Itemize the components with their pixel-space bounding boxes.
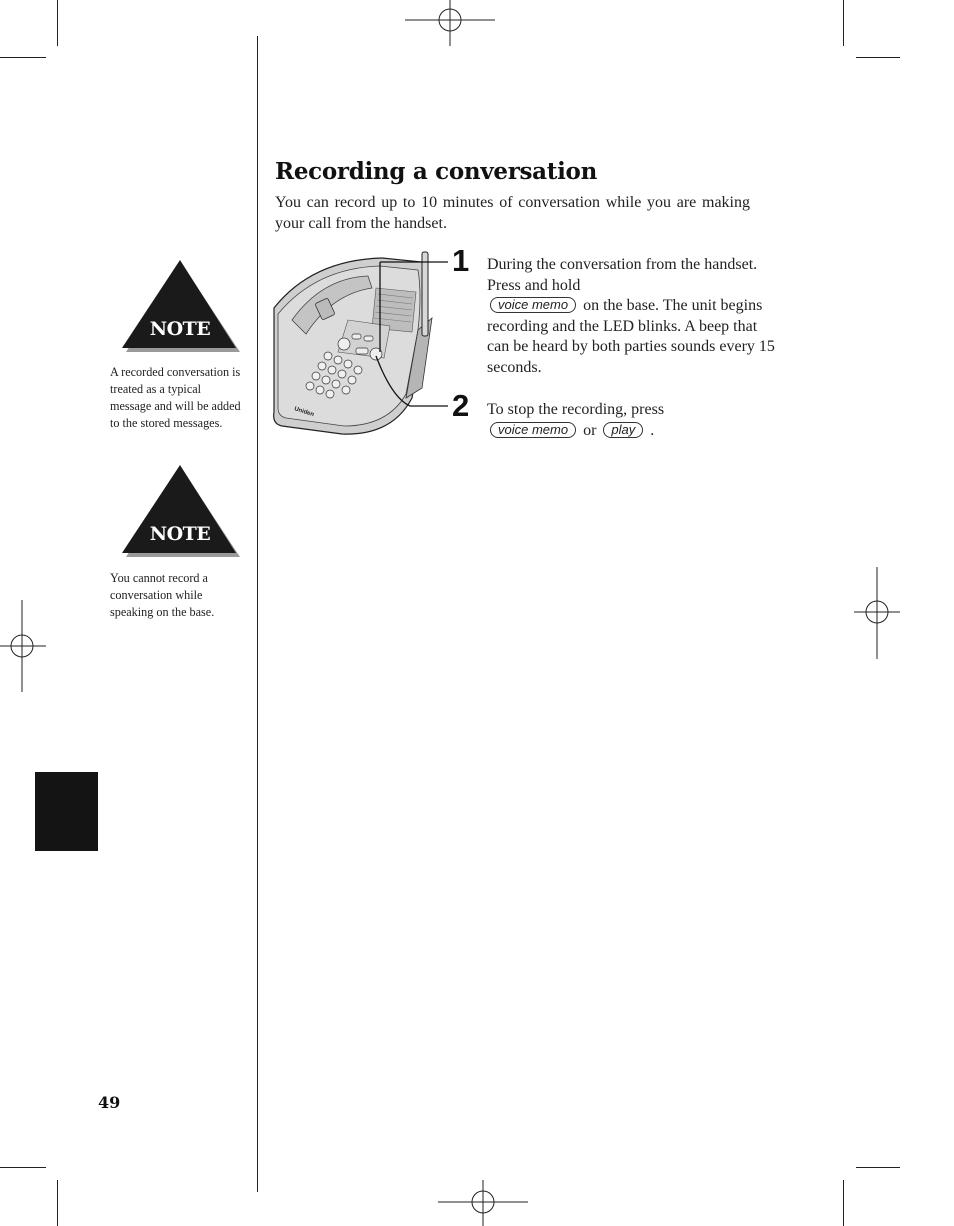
registration-mark-right (854, 567, 900, 659)
step-text: . (650, 421, 655, 439)
note-label: NOTE (149, 523, 211, 545)
crop-mark (843, 0, 844, 46)
column-divider (257, 36, 258, 1192)
note-label: NOTE (149, 318, 211, 340)
step-connector: or (583, 421, 597, 439)
section-title: Recording a conversation (275, 158, 598, 185)
registration-mark-left (0, 600, 46, 692)
crop-mark (57, 0, 58, 46)
crop-mark (0, 57, 46, 58)
voice-memo-key: voice memo (490, 297, 576, 313)
crop-mark (843, 1180, 844, 1226)
note-callout (118, 258, 242, 358)
step-instruction (487, 400, 780, 441)
step-text: on the base. The unit begins recording and the LED blinks. A beep that can be heard by both parties sounds every 15 seconds. (487, 297, 775, 376)
step-text: To stop the recording, press (487, 401, 665, 418)
crop-mark (856, 57, 900, 58)
crop-mark (856, 1167, 900, 1168)
play-key: play (603, 422, 643, 438)
page-number: 49 (98, 1093, 121, 1112)
voice-memo-key: voice memo (490, 422, 576, 438)
note-callout (118, 463, 242, 563)
step-number: 1 (452, 243, 470, 278)
crop-mark (57, 1180, 58, 1226)
note-text: You cannot record a conversation while speaking on the base. (110, 571, 215, 619)
step-text: During the conversation from the handset. Press and hold (487, 256, 758, 294)
registration-mark-bottom (438, 1180, 528, 1226)
brand-label: Uniden (293, 406, 315, 419)
step-number: 2 (452, 388, 470, 423)
registration-mark-top (405, 0, 495, 46)
phone-base-illustration (272, 248, 462, 440)
warning-triangle-icon (118, 258, 242, 358)
section-tab (35, 772, 98, 851)
crop-mark (0, 1167, 46, 1168)
warning-triangle-icon (118, 463, 242, 563)
note-text: A recorded conversation is treated as a typical message and will be added to the stored messages. (110, 365, 241, 430)
step-instruction (487, 255, 780, 379)
section-intro: You can record up to 10 minutes of conversation while you are making your call from the handset. (275, 194, 750, 232)
